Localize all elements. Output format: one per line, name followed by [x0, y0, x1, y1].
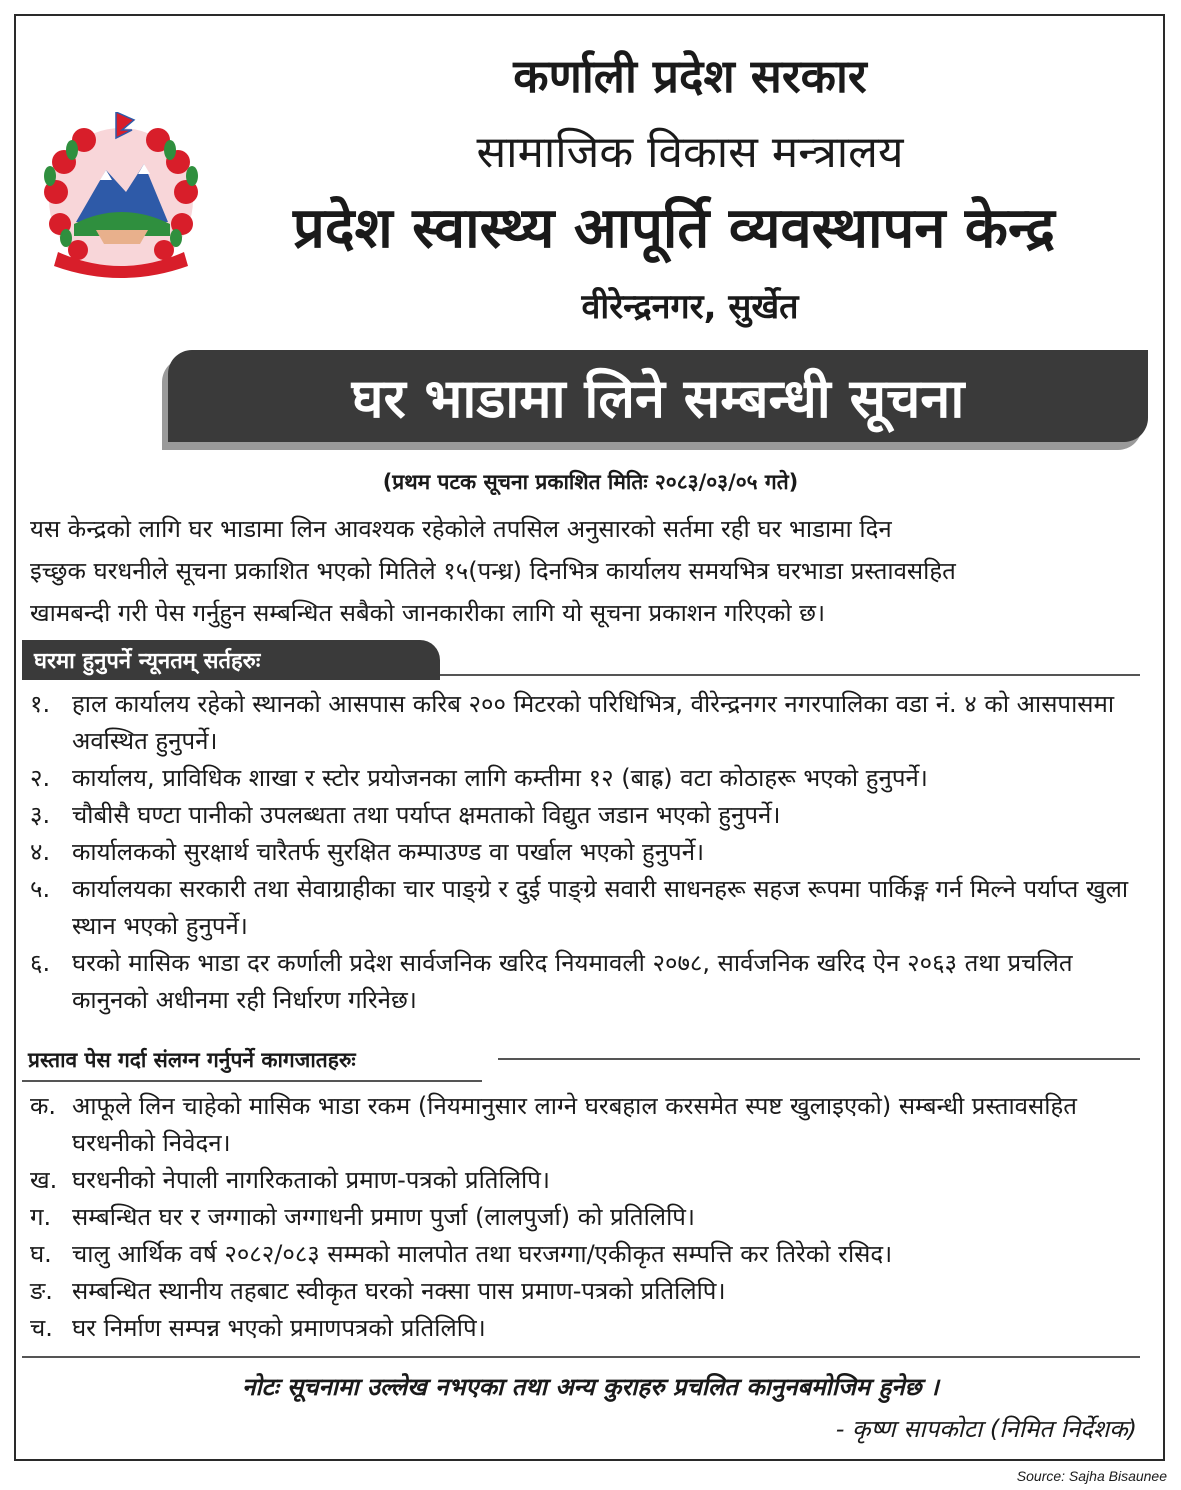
item-text: आफूले लिन चाहेको मासिक भाडा रकम (नियमानुसार लाग्ने घरबहाल करसमेत स्पष्ट खुलाइएको) सम्बन्धी प्रस्तावसहित घरधनीको निवेदन।	[72, 1092, 1077, 1157]
intro-line-1: यस केन्द्रको लागि घर भाडामा लिन आवश्यक रहेकोले तपसिल अनुसारको सर्तमा रही घर भाडामा दिन	[30, 515, 892, 543]
intro-line-3: खामबन्दी गरी पेस गर्नुहुन सम्बन्धित सबैको जानकारीका लागि यो सूचना प्रकाशन गरिएको छ।	[30, 599, 826, 627]
notice-title-banner	[168, 350, 1148, 442]
item-number: ४.	[30, 838, 51, 866]
header-line-3: प्रदेश स्वास्थ्य आपूर्ति व्यवस्थापन केन्द्र	[293, 196, 1055, 261]
header-line-1: कर्णाली प्रदेश सरकार	[513, 49, 867, 103]
intro-paragraph	[30, 508, 1140, 634]
list-item	[30, 1088, 1140, 1162]
list-item	[30, 1236, 1140, 1273]
header-line-4: वीरेन्द्रनगर, सुर्खेत	[581, 287, 799, 327]
item-number: ग.	[30, 1203, 52, 1231]
item-number: क.	[30, 1092, 57, 1120]
item-text: घरको मासिक भाडा दर कर्णाली प्रदेश सार्वजनिक खरिद नियमावली २०७८, सार्वजनिक खरिद ऐन २०६३ तथा प्रचलित कानुनको अधीनमा रही निर्धारण गरिनेछ।	[72, 949, 1073, 1014]
notice-title: घर भाडामा लिने सम्बन्धी सूचना	[351, 367, 965, 430]
documents-heading-rule-under	[22, 1080, 482, 1082]
item-number: ६.	[30, 949, 51, 977]
list-item	[30, 1273, 1140, 1310]
item-number: च.	[30, 1314, 53, 1342]
item-number: ५.	[30, 875, 51, 903]
list-item	[30, 1162, 1140, 1199]
conditions-heading-text: घरमा हुनुपर्ने न्यूनतम् सर्तहरुः	[34, 649, 261, 674]
conditions-list	[30, 686, 1140, 1019]
item-number: घ.	[30, 1240, 52, 1268]
item-number: ख.	[30, 1166, 58, 1194]
list-item	[30, 797, 1140, 834]
item-number: १.	[30, 690, 51, 718]
item-text: घर निर्माण सम्पन्न भएको प्रमाणपत्रको प्रतिलिपि।	[72, 1314, 486, 1342]
note-divider	[22, 1356, 1140, 1358]
list-item	[30, 945, 1140, 1019]
item-text: घरधनीको नेपाली नागरिकताको प्रमाण-पत्रको प्रतिलिपि।	[72, 1166, 550, 1194]
publish-date: (प्रथम पटक सूचना प्रकाशित मितिः २०८३/०३/०५ गते)	[382, 470, 799, 494]
item-number: ३.	[30, 801, 51, 829]
item-text: कार्यालय, प्राविधिक शाखा र स्टोर प्रयोजनका लागि कम्तीमा १२ (बाह्र) वटा कोठाहरू भएको हुनुपर्ने।	[72, 764, 928, 792]
item-text: हाल कार्यालय रहेको स्थानको आसपास करिब २०० मिटरको परिधिभित्र, वीरेन्द्रनगर नगरपालिका वडा नं. ४ को आसपासमा अवस्थित हुनुपर्ने।	[72, 690, 1115, 755]
conditions-heading-rule	[440, 674, 1140, 676]
signature: - कृष्ण सापकोटा (निमित निर्देशक)	[835, 1415, 1137, 1443]
documents-heading-rule-right	[498, 1058, 1140, 1060]
documents-list	[30, 1088, 1140, 1347]
note-text: नोटः सूचनामा उल्लेख नभएका तथा अन्य कुराहरु प्रचलित कानुनबमोजिम हुनेछ ।	[242, 1373, 939, 1401]
list-item	[30, 1199, 1140, 1236]
list-item	[30, 686, 1140, 760]
list-item	[30, 1310, 1140, 1347]
item-text: चालु आर्थिक वर्ष २०८२/०८३ सम्मको मालपोत तथा घरजग्गा/एकीकृत सम्पत्ति कर तिरेको रसिद।	[72, 1240, 893, 1268]
list-item	[30, 871, 1140, 945]
source-credit: Source: Sajha Bisaunee	[1016, 1468, 1167, 1484]
item-number: २.	[30, 764, 51, 792]
item-text: कार्यालयका सरकारी तथा सेवाग्राहीका चार पाङ्ग्रे र दुई पाङ्ग्रे सवारी साधनहरू सहज रूपमा पार्किङ्ग गर्न मिल्ने पर्याप्त खुला स्थान भएको हुनुपर्ने।	[72, 875, 1129, 940]
item-text: कार्यालकको सुरक्षार्थ चारैतर्फ सुरक्षित कम्पाउण्ड वा पर्खाल भएको हुनुपर्ने।	[72, 838, 705, 866]
nepal-emblem-icon	[36, 112, 206, 282]
header-line-2: सामाजिक विकास मन्त्रालय	[476, 127, 904, 178]
item-number: ङ.	[30, 1277, 53, 1305]
item-text: सम्बन्धित घर र जग्गाको जग्गाधनी प्रमाण पुर्जा (लालपुर्जा) को प्रतिलिपि।	[72, 1203, 696, 1231]
list-item	[30, 834, 1140, 871]
item-text: सम्बन्धित स्थानीय तहबाट स्वीकृत घरको नक्सा पास प्रमाण-पत्रको प्रतिलिपि।	[72, 1277, 726, 1305]
item-text: चौबीसै घण्टा पानीको उपलब्धता तथा पर्याप्त क्षमताको विद्युत जडान भएको हुनुपर्ने।	[72, 801, 781, 829]
intro-line-2: इच्छुक घरधनीले सूचना प्रकाशित भएको मितिले १५(पन्ध्र) दिनभित्र कार्यालय समयभित्र घरभाडा प्रस्तावसहित	[30, 557, 956, 585]
documents-heading: प्रस्ताव पेस गर्दा संलग्न गर्नुपर्ने कागजातहरुः	[28, 1048, 356, 1072]
conditions-heading	[22, 640, 440, 680]
list-item	[30, 760, 1140, 797]
